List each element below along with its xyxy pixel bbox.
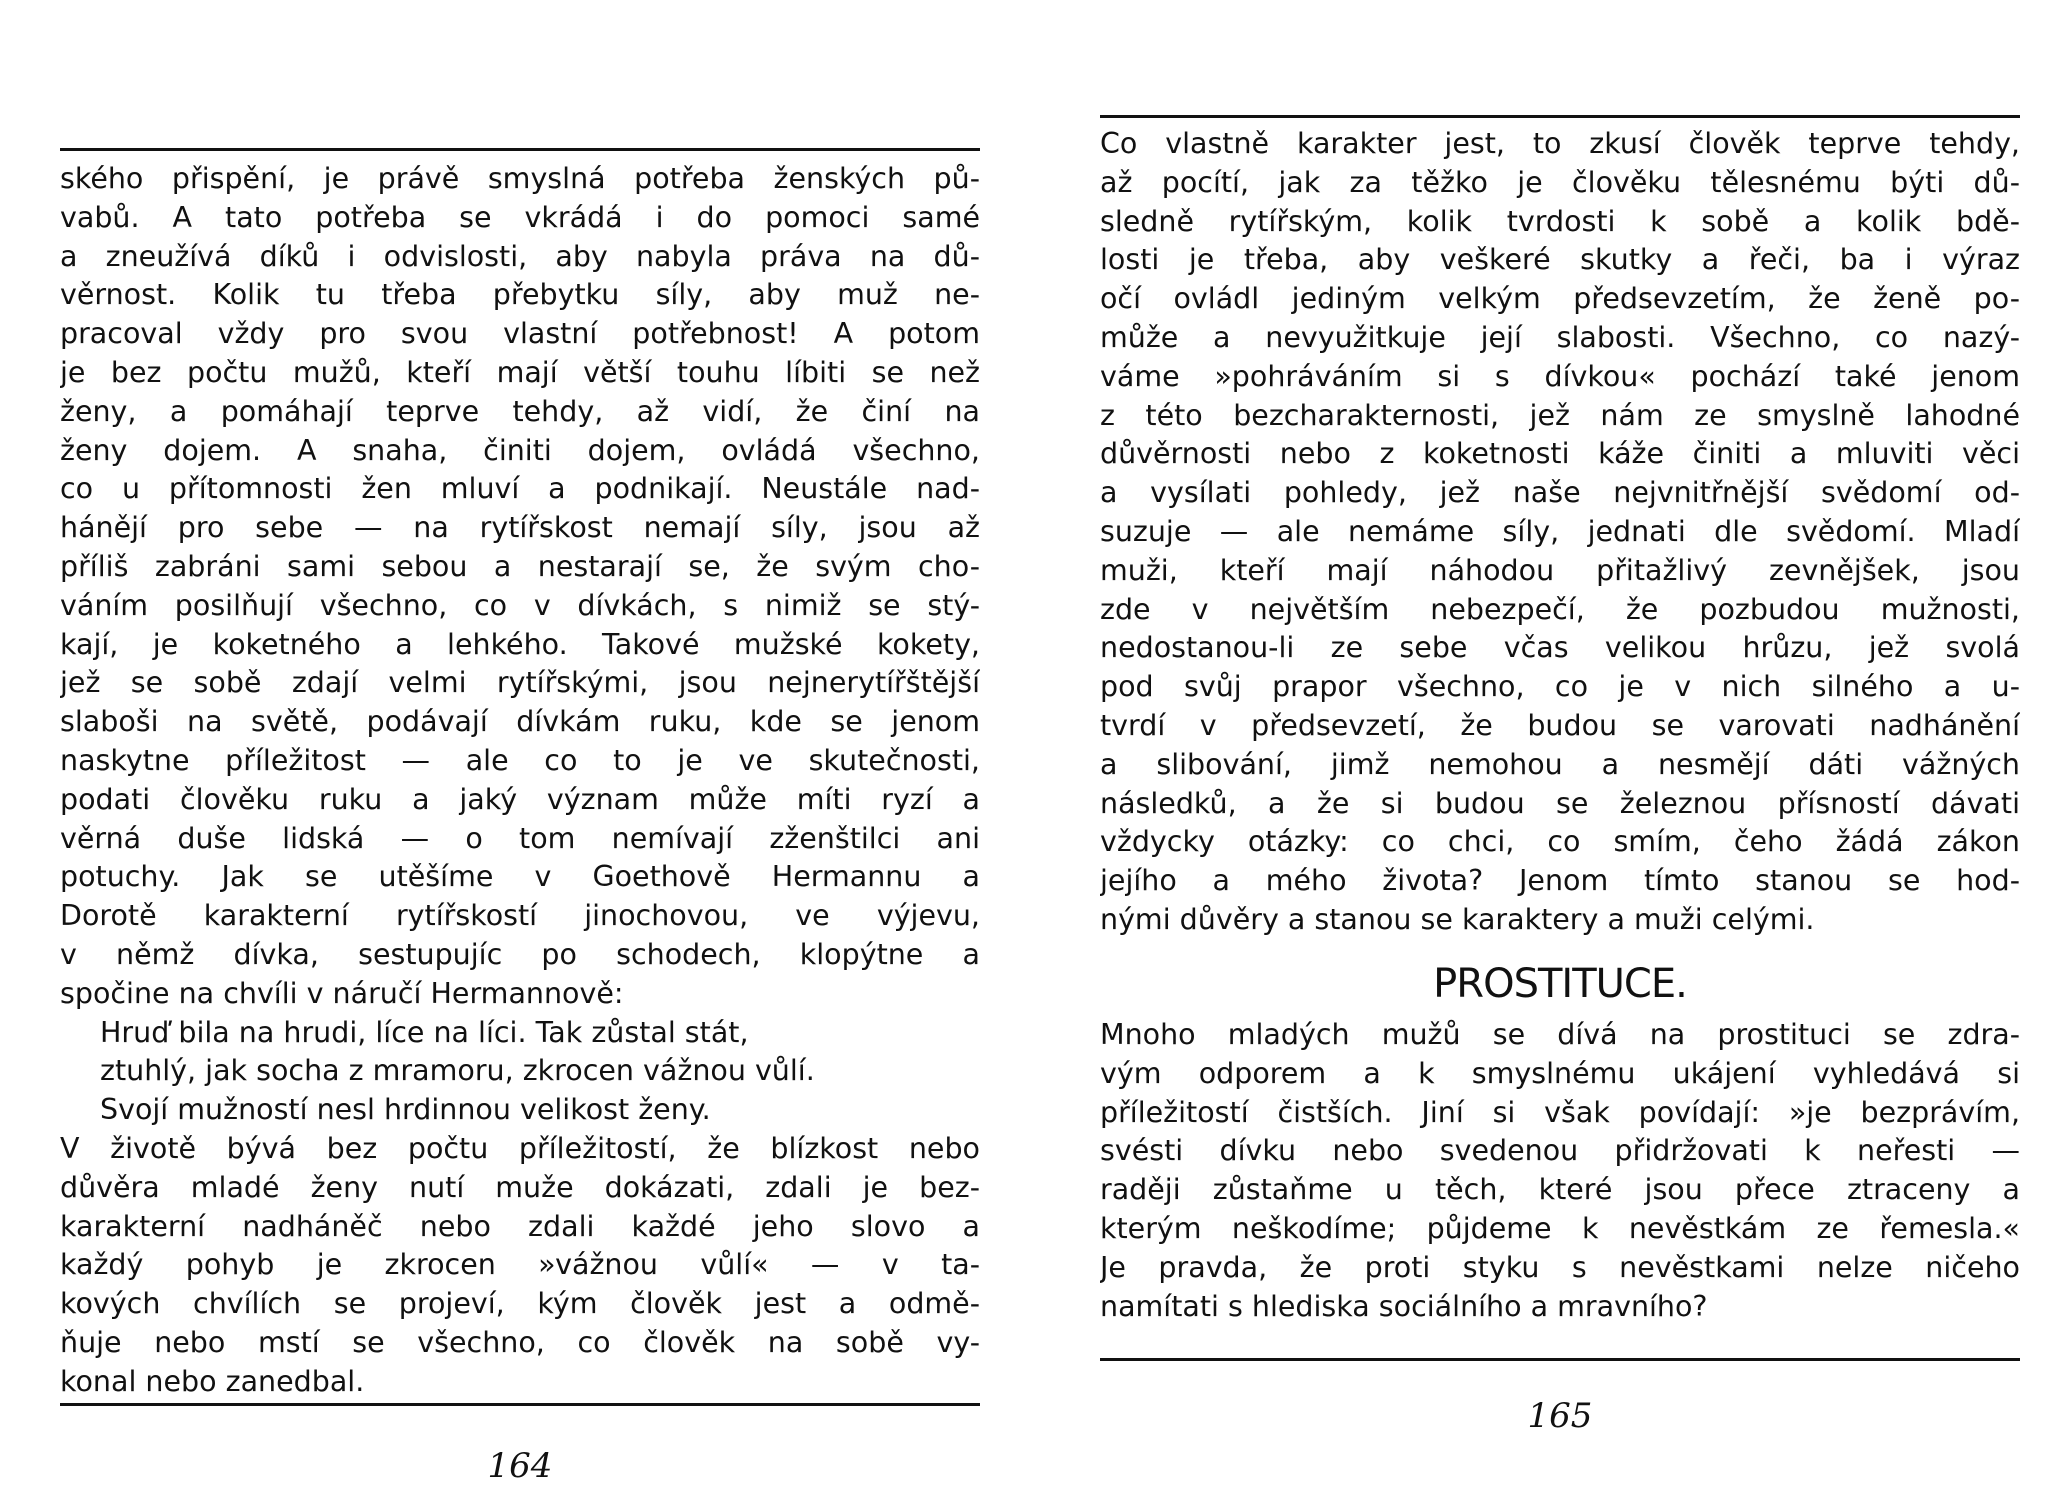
text-line: slaboši na světě, podávají dívkám ruku, kde se jenom (60, 705, 980, 739)
text-line: váme »pohráváním si s dívkou« pochází také jenom (1100, 359, 2020, 393)
text-line: jež se sobě zdají velmi rytířskými, jsou nejnerytířštější (60, 666, 980, 700)
text-line: Mnoho mladých mužů se dívá na prostituci se zdra- (1100, 1018, 2020, 1051)
text-line: pracoval vždy pro svou vlastní potřebnost! A potom (60, 317, 980, 351)
text-line: důvěrnosti nebo z koketnosti káže činiti a mluviti věci (1100, 437, 2020, 471)
text-line: ženy dojem. A snaha, činiti dojem, ovládá všechno, (60, 433, 980, 467)
text-line: ženy, a pomáhají teprve tehdy, až vidí, že činí na (60, 394, 980, 428)
section-heading: PROSTITUCE. (1433, 961, 1687, 1007)
text-line: nými důvěry a stanou se karaktery a muži celými. (1100, 902, 1815, 936)
text-line: kových chvílích se projeví, kým člověk jest a odmě- (60, 1287, 980, 1321)
top-rule (1100, 115, 2020, 118)
text-line: Dorotě karakterní rytířskostí jinochovou, ve výjevu, (60, 899, 980, 933)
text-line: konal nebo zanedbal. (60, 1364, 365, 1398)
text-line: příležitostí čistších. Jiní si však povídají: »je bezprávím, (1100, 1095, 2020, 1129)
verse-line: Hruď bila na hrudi, líce na líci. Tak zůstal stát, (100, 1015, 749, 1049)
text-line: ňuje nebo mstí se všechno, co člověk na sobě vy- (60, 1325, 980, 1359)
text-line: raději zůstaňme u těch, které jsou přece ztraceny a (1100, 1173, 2020, 1207)
right-page-section-body (1100, 1016, 2020, 1326)
verse-line: Svojí mužností nesl hrdinnou velikost ženy. (100, 1093, 711, 1127)
text-line: suzuje — ale nemáme síly, jednati dle svědomí. Mladí (1100, 514, 2020, 548)
text-line: sledně rytířským, kolik tvrdosti k sobě a kolik bdě- (1100, 204, 2020, 238)
text-line: svésti dívku nebo svedenou přidržovati k neřesti — (1100, 1134, 2020, 1168)
text-line: pod svůj prapor všechno, co je v nich silného a u- (1100, 670, 2020, 704)
text-line: až pocítí, jak za těžko je člověku tělesnému býti dů- (1100, 165, 2020, 199)
text-line: zde v největším nebezpečí, že pozbudou mužnosti, (1100, 592, 2020, 626)
text-line: a slibování, jimž nemohou a nesmějí dáti vážných (1100, 747, 2020, 781)
text-line: tvrdí v předsevzetí, že budou se varovati nadhánění (1100, 708, 2020, 742)
text-line: kají, je koketného a lehkého. Takové mužské kokety, (60, 627, 980, 661)
bottom-rule (1100, 1358, 2020, 1361)
text-line: kterým neškodíme; půjdeme k nevěstkám ze řemesla.« (1100, 1211, 2020, 1245)
text-line: V životě bývá bez počtu příležitostí, že blízkost nebo (60, 1131, 980, 1165)
text-line: losti je třeba, aby veškeré skutky a řeči, ba i výraz (1100, 243, 2020, 277)
text-line: a zneužívá díků i odvislosti, aby nabyla práva na dů- (60, 239, 980, 273)
text-line: spočine na chvíli v náručí Hermannově: (60, 976, 624, 1010)
text-line: muži, kteří mají náhodou přitažlivý zevnějšek, jsou (1100, 553, 2020, 587)
text-line: vždycky otázky: co chci, co smím, čeho žádá zákon (1100, 825, 2020, 859)
text-line: jejího a mého života? Jenom tímto stanou se hod- (1100, 864, 2020, 898)
text-line: v němž dívka, sestupujíc po schodech, klopýtne a (60, 937, 980, 971)
page-number: 165 (1527, 1396, 1593, 1436)
text-line: věrná duše lidská — o tom nemívají zženštilci ani (60, 821, 980, 855)
text-line: a vysílati pohledy, jež naše nejvnitřnější svědomí od- (1100, 476, 2020, 510)
text-line: je bez počtu mužů, kteří mají větší touhu líbiti se než (60, 355, 980, 389)
text-line: nedostanou-li ze sebe včas velikou hrůzu, jež svolá (1100, 631, 2020, 665)
verse-quote (60, 1014, 980, 1130)
text-line: očí ovládl jediným velkým předsevzetím, že ženě po- (1100, 282, 2020, 316)
text-line: příliš zabráni sami sebou a nestarají se, že svým cho- (60, 549, 980, 583)
text-line: Co vlastně karakter jest, to zkusí člověk teprve tehdy, (1100, 127, 2020, 160)
left-page-body (60, 160, 980, 1402)
text-line: může a nevyužitkuje její slabosti. Všechno, co nazý- (1100, 320, 2020, 354)
text-line: ského přispění, je právě smyslná potřeba ženských pů- (60, 162, 980, 195)
page-number: 164 (487, 1446, 553, 1486)
text-line: vým odporem a k smyslnému ukájení vyhledává si (1100, 1056, 2020, 1090)
text-line: co u přítomnosti žen mluví a podnikají. Neustále nad- (60, 472, 980, 506)
right-page-body (1100, 125, 2020, 940)
text-line: důvěra mladé ženy nutí muže dokázati, zdali je bez- (60, 1170, 980, 1204)
text-line: naskytne příležitost — ale co to je ve skutečnosti, (60, 743, 980, 777)
text-line: z této bezcharakternosti, jež nám ze smyslně lahodné (1100, 398, 2020, 432)
text-line: následků, a že si budou se železnou přísností dávati (1100, 786, 2020, 820)
text-line: namítati s hlediska sociálního a mravního? (1100, 1289, 1708, 1323)
verse-line: ztuhlý, jak socha z mramoru, zkrocen vážnou vůlí. (100, 1054, 815, 1088)
text-line: věrnost. Kolik tu třeba přebytku síly, aby muž ne- (60, 278, 980, 312)
text-line: vabů. A tato potřeba se vkrádá i do pomoci samé (60, 200, 980, 234)
text-line: potuchy. Jak se utěšíme v Goethově Hermannu a (60, 860, 980, 894)
bottom-rule (60, 1403, 980, 1406)
text-line: váním posilňují všechno, co v dívkách, s nimiž se stý- (60, 588, 980, 622)
text-line: hánějí pro sebe — na rytířskost nemají síly, jsou až (60, 511, 980, 545)
text-line: karakterní nadháněč nebo zdali každé jeho slovo a (60, 1209, 980, 1243)
text-line: každý pohyb je zkrocen »vážnou vůlí« — v ta- (60, 1248, 980, 1282)
text-line: podati člověku ruku a jaký význam může míti ryzí a (60, 782, 980, 816)
text-line: Je pravda, že proti styku s nevěstkami nelze ničeho (1100, 1250, 2020, 1284)
top-rule (60, 148, 980, 151)
